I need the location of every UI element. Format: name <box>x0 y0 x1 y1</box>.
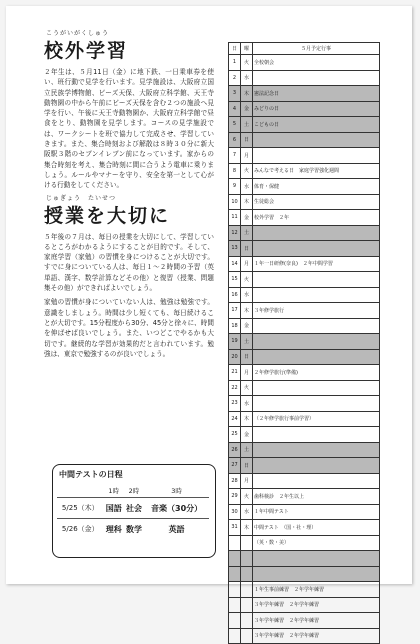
calendar-row <box>229 194 380 210</box>
calendar-event: みどりの日 <box>253 101 380 117</box>
calendar-row <box>229 613 380 629</box>
lessons-paragraph-2: 家勉の習慣が身についていない人は、勉強は勉強です。意識をしましょう。時間は少し短くても、毎日続けることが大切です。15分程度から30分、45分と徐々に、時間を伸ばせば良いでしょう。また、いつどこでやるかも大切です。継続的な学習が効果的だと言われています。勉強は、東京で勉強するのが良いでしょう。 <box>44 298 214 358</box>
test-date: 5/25（木） <box>57 498 104 519</box>
calendar-row <box>229 225 380 241</box>
calendar-weekday: 土 <box>241 334 253 350</box>
calendar-day: 26 <box>229 442 241 458</box>
calendar-row <box>229 210 380 226</box>
calendar-row <box>229 303 380 319</box>
calendar-day: 2 <box>229 70 241 86</box>
section-heading-field-trip <box>44 30 214 63</box>
calendar-day: 27 <box>229 458 241 474</box>
calendar-row <box>229 628 380 644</box>
calendar-event: （２年修学旅行事前学習） <box>253 411 380 427</box>
heading-text: 校外学習 <box>44 40 129 62</box>
heading-reading: こうがいがくしゅう <box>46 30 110 37</box>
calendar-event: ２年修学旅行(準備) <box>253 365 380 381</box>
calendar-weekday: 土 <box>241 442 253 458</box>
calendar-event: 体育・保健 <box>253 179 380 195</box>
calendar-weekday <box>241 628 253 644</box>
calendar-weekday: 月 <box>241 256 253 272</box>
calendar-row <box>229 86 380 102</box>
calendar-weekday: 木 <box>241 86 253 102</box>
calendar-header-title: ５月予定行事 <box>253 43 380 55</box>
test-subject: 英語 <box>144 519 209 540</box>
calendar-row <box>229 132 380 148</box>
test-subject: 数学 <box>124 519 144 540</box>
calendar-row <box>229 241 380 257</box>
calendar-day: 13 <box>229 241 241 257</box>
calendar-day: 23 <box>229 396 241 412</box>
calendar-row <box>229 504 380 520</box>
calendar-event <box>253 287 380 303</box>
test-subject: 理科 <box>104 519 124 540</box>
calendar-event: ３年学年練習 ２年学年練習 <box>253 597 380 613</box>
calendar-row <box>229 582 380 598</box>
calendar-weekday: 木 <box>241 411 253 427</box>
calendar-weekday: 木 <box>241 303 253 319</box>
calendar-row <box>229 256 380 272</box>
calendar-header-week: 曜 <box>241 43 253 55</box>
calendar-event <box>253 334 380 350</box>
calendar-event <box>253 566 380 582</box>
calendar-event <box>253 241 380 257</box>
table-row <box>57 519 209 540</box>
section-heading-lessons <box>44 194 214 228</box>
calendar-day: 17 <box>229 303 241 319</box>
calendar-event <box>253 551 380 567</box>
calendar-event: こどもの日 <box>253 117 380 133</box>
calendar-weekday: 月 <box>241 148 253 164</box>
calendar-weekday <box>241 582 253 598</box>
calendar-day: 5 <box>229 117 241 133</box>
calendar-day: 25 <box>229 427 241 443</box>
calendar-row <box>229 473 380 489</box>
calendar-weekday: 金 <box>241 318 253 334</box>
calendar-day: 18 <box>229 318 241 334</box>
calendar-weekday: 火 <box>241 55 253 71</box>
calendar-weekday: 水 <box>241 70 253 86</box>
calendar-row <box>229 551 380 567</box>
calendar-day: 3 <box>229 86 241 102</box>
calendar-event <box>253 473 380 489</box>
calendar-weekday: 木 <box>241 520 253 536</box>
calendar-row <box>229 566 380 582</box>
calendar-day: 30 <box>229 504 241 520</box>
test-date: 5/26（金） <box>57 519 104 540</box>
calendar-row <box>229 380 380 396</box>
test-subject: 国語 <box>104 498 124 519</box>
calendar-weekday: 日 <box>241 349 253 365</box>
calendar-day: 28 <box>229 473 241 489</box>
calendar-event <box>253 148 380 164</box>
calendar-day: 8 <box>229 163 241 179</box>
calendar-weekday: 水 <box>241 504 253 520</box>
calendar-event <box>253 442 380 458</box>
calendar-event <box>253 458 380 474</box>
calendar-day: 6 <box>229 132 241 148</box>
calendar-weekday: 月 <box>241 365 253 381</box>
calendar-day: 7 <box>229 148 241 164</box>
calendar-row <box>229 396 380 412</box>
calendar-row <box>229 458 380 474</box>
calendar-weekday: 水 <box>241 179 253 195</box>
calendar-event: １年中間テスト <box>253 504 380 520</box>
calendar-day: 22 <box>229 380 241 396</box>
test-subject: 音楽（30分） <box>144 498 209 519</box>
calendar-weekday: 金 <box>241 427 253 443</box>
calendar-weekday: 月 <box>241 473 253 489</box>
calendar-day <box>229 535 241 551</box>
left-column <box>44 30 214 359</box>
calendar-row <box>229 101 380 117</box>
table-row <box>57 498 209 519</box>
calendar-day: 24 <box>229 411 241 427</box>
calendar-event: 中間テスト （国・社・理） <box>253 520 380 536</box>
test-schedule-box <box>52 464 216 558</box>
heading-reading: じゅぎょう たいせつ <box>46 194 117 202</box>
calendar-day: 31 <box>229 520 241 536</box>
calendar-weekday: 土 <box>241 117 253 133</box>
calendar-weekday: 火 <box>241 163 253 179</box>
calendar-row <box>229 411 380 427</box>
calendar-day: 20 <box>229 349 241 365</box>
calendar-event <box>253 380 380 396</box>
calendar-event: ３年修学旅行 <box>253 303 380 319</box>
calendar-weekday <box>241 597 253 613</box>
calendar-day: 21 <box>229 365 241 381</box>
calendar-event <box>253 132 380 148</box>
calendar-event: ３年学年練習 ２年学年練習 <box>253 628 380 644</box>
calendar-event: １年一日研修(奈良) ２年中間学習 <box>253 256 380 272</box>
calendar-day <box>229 597 241 613</box>
calendar-weekday <box>241 566 253 582</box>
calendar-weekday: 日 <box>241 241 253 257</box>
calendar-day: 4 <box>229 101 241 117</box>
calendar-row <box>229 535 380 551</box>
calendar-event: （英・数・美） <box>253 535 380 551</box>
calendar-weekday <box>241 613 253 629</box>
calendar-row <box>229 70 380 86</box>
calendar-day: 29 <box>229 489 241 505</box>
calendar-day <box>229 551 241 567</box>
calendar-weekday: 金 <box>241 101 253 117</box>
calendar-day: 10 <box>229 194 241 210</box>
calendar-column <box>228 42 380 644</box>
calendar-day: 14 <box>229 256 241 272</box>
field-trip-paragraph: ２年生は、５月11日（金）に地下鉄、一日乗車券を使い、班行動で見学を行います。見学施設は、大阪府立国立民族学博物館、ビーズ天保、大阪府立科学館、天王寺動物園の中から午前にビーズ天保を含む２つの施設へ見学を行い、午後に天王寺動物園か、大阪府立科学館で昼食をとり、動物園を見学します。コースの見学施設では、ワークシートを班で協力して完成させ、学習していきます。また、集合時刻および解散は８時３０分に新大阪駅３階のセブンイレブン前になっています。家からの集合時刻を考え、集合時刻に間に合うよう電車に乗りましょう。ルールやマナーを守り、安全を第一として心がける行動をしてください。 <box>44 68 214 190</box>
calendar-event <box>253 396 380 412</box>
calendar-event <box>253 318 380 334</box>
calendar-weekday: 水 <box>241 287 253 303</box>
calendar-row <box>229 427 380 443</box>
calendar-weekday: 土 <box>241 225 253 241</box>
calendar-row <box>229 287 380 303</box>
calendar-day <box>229 582 241 598</box>
calendar-event: 生徒総会 <box>253 194 380 210</box>
test-header-cell: 3時 <box>171 486 182 495</box>
calendar-day <box>229 628 241 644</box>
calendar-day <box>229 613 241 629</box>
calendar-day <box>229 566 241 582</box>
calendar-weekday <box>241 551 253 567</box>
calendar-day: 15 <box>229 272 241 288</box>
test-subject: 社会 <box>124 498 144 519</box>
calendar-event <box>253 272 380 288</box>
calendar-weekday <box>241 535 253 551</box>
calendar-row <box>229 272 380 288</box>
calendar-row <box>229 442 380 458</box>
calendar-row <box>229 597 380 613</box>
calendar-row <box>229 55 380 71</box>
calendar-weekday: 日 <box>241 132 253 148</box>
calendar-row <box>229 365 380 381</box>
calendar-weekday: 火 <box>241 272 253 288</box>
calendar-event: １年生事前練習 ２年学年練習 <box>253 582 380 598</box>
calendar-event <box>253 225 380 241</box>
calendar-day: 11 <box>229 210 241 226</box>
calendar-event: 歯科検診 ２年生以上 <box>253 489 380 505</box>
calendar-weekday: 金 <box>241 210 253 226</box>
calendar-day: 16 <box>229 287 241 303</box>
calendar-weekday: 火 <box>241 380 253 396</box>
calendar-day: 1 <box>229 55 241 71</box>
calendar-row <box>229 117 380 133</box>
calendar-row <box>229 148 380 164</box>
calendar-weekday: 火 <box>241 489 253 505</box>
document-page <box>6 6 412 640</box>
calendar-weekday: 木 <box>241 194 253 210</box>
calendar-row <box>229 163 380 179</box>
calendar-event <box>253 427 380 443</box>
test-header-cell: 1時 <box>108 486 120 495</box>
calendar-row <box>229 318 380 334</box>
calendar-row <box>229 349 380 365</box>
calendar-event: 憲法記念日 <box>253 86 380 102</box>
calendar-event <box>253 70 380 86</box>
calendar-header-row <box>229 43 380 55</box>
calendar-row <box>229 179 380 195</box>
calendar-day: 12 <box>229 225 241 241</box>
test-schedule-title: 中間テストの日程 <box>59 470 123 479</box>
event-calendar <box>228 42 380 644</box>
test-schedule-table <box>57 483 209 539</box>
calendar-weekday: 日 <box>241 458 253 474</box>
calendar-row <box>229 334 380 350</box>
calendar-day: 19 <box>229 334 241 350</box>
lessons-paragraph-1: ５年後の７月は、毎日の授業を大切にして、学習しているところがわかるようにすることが目的です。そして、家庭学習（家勉）の習慣を身につけることが大切です。すでに身についている人は、毎日１〜２時間の予習（英単語、漢字、数学計算などその他）と復習（授業、問題集その他）ができればよいでしょう。 <box>44 232 214 293</box>
calendar-header-day: 日 <box>229 43 241 55</box>
test-header-cell: 2時 <box>128 486 140 495</box>
calendar-event: 全校朝会 <box>253 55 380 71</box>
calendar-event <box>253 349 380 365</box>
calendar-day: 9 <box>229 179 241 195</box>
calendar-row <box>229 520 380 536</box>
test-header-cell <box>57 483 104 498</box>
calendar-event: ３年学年練習 ２年学年練習 <box>253 613 380 629</box>
calendar-event: みんなで考える日 家庭学習強化週間 <box>253 163 380 179</box>
calendar-row <box>229 489 380 505</box>
calendar-weekday: 水 <box>241 396 253 412</box>
heading-text: 授業を大切に <box>44 204 171 227</box>
calendar-event: 校外学習 ２年 <box>253 210 380 226</box>
